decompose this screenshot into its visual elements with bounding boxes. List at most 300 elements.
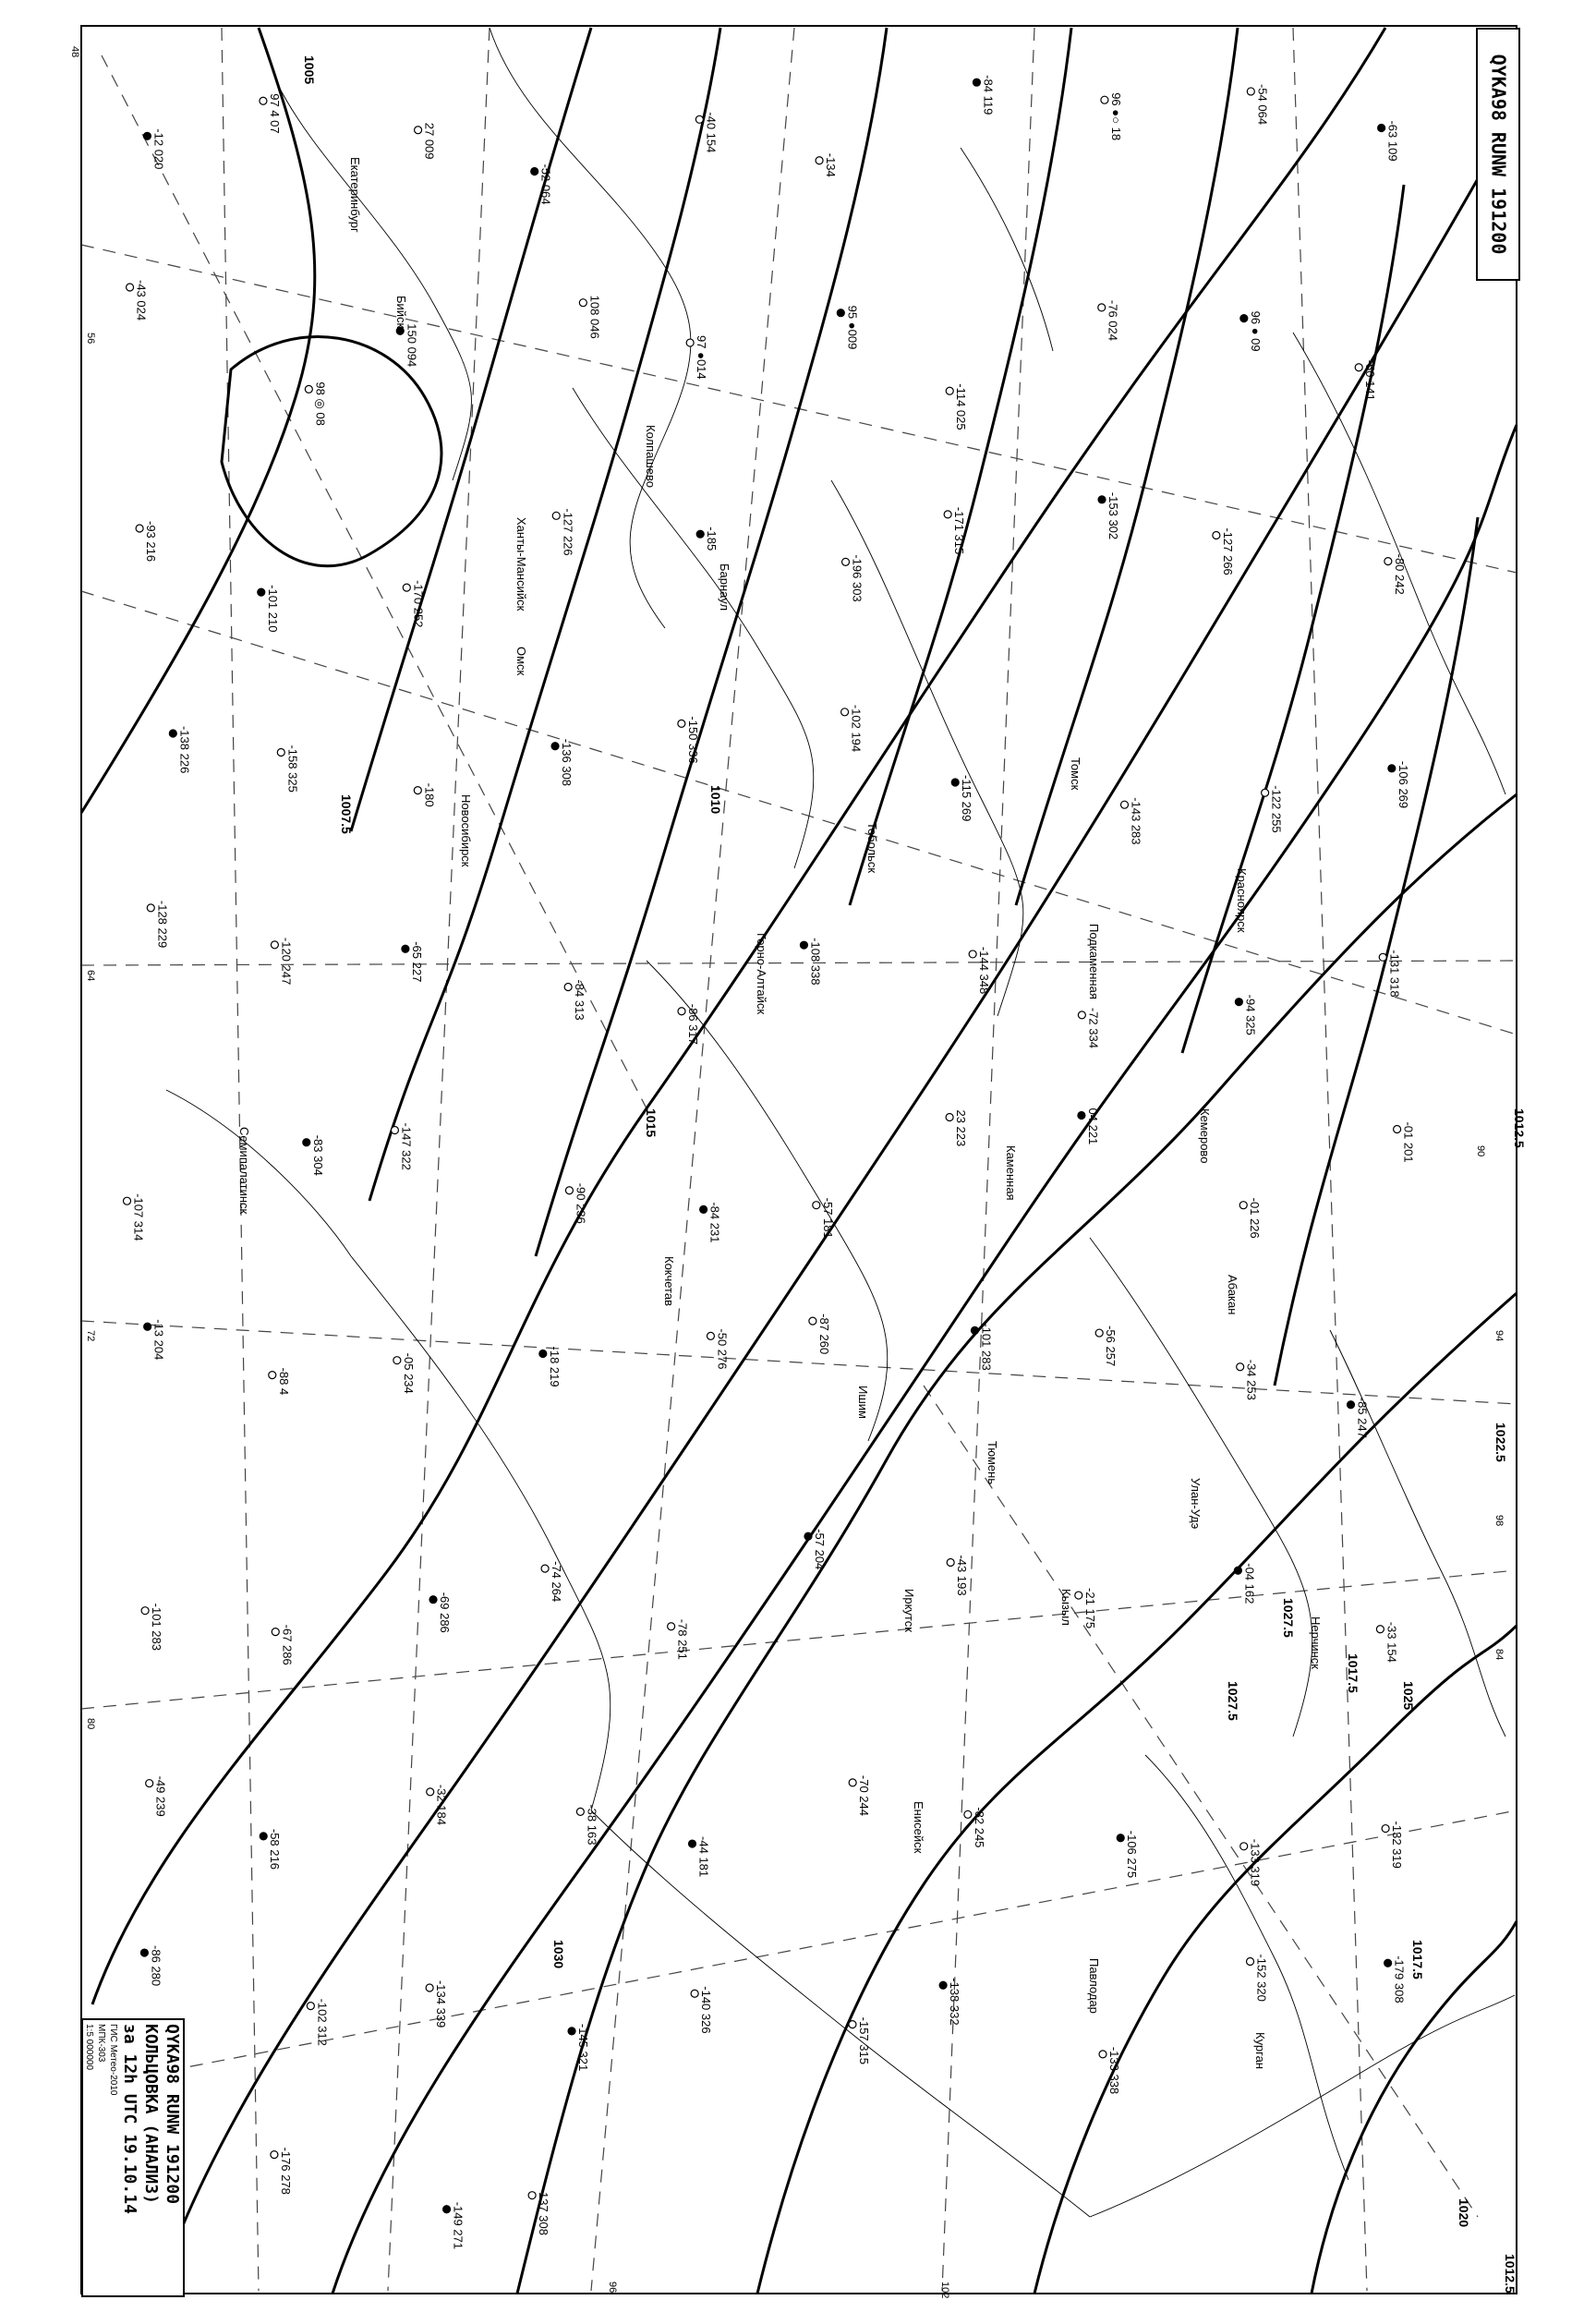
legend-platform: МПК-303	[96, 2024, 106, 2063]
station-plot	[260, 1829, 282, 1870]
station-plot	[1239, 1198, 1262, 1239]
station-circle	[813, 1202, 820, 1209]
station-plot	[1075, 1588, 1097, 1628]
station-plot	[568, 2024, 590, 2071]
station-value: -65 227	[409, 941, 424, 983]
station-plot	[1240, 311, 1263, 352]
station-circle	[272, 1628, 279, 1636]
station-plot	[403, 580, 425, 627]
station-plot	[1095, 1326, 1118, 1366]
station-plot	[1384, 554, 1407, 595]
station-plot	[1348, 1398, 1370, 1438]
station-value: -93 216	[144, 521, 159, 563]
station-plot	[1078, 1108, 1100, 1145]
isobar-label: 1025	[1401, 1681, 1416, 1711]
station-circle	[1101, 96, 1108, 103]
station-circle	[541, 1565, 549, 1572]
station-value: -43 024	[134, 280, 149, 321]
station-value: -122 255	[1269, 785, 1284, 833]
station-circle	[1234, 1567, 1241, 1574]
city-name: Ханты-Мансийск	[514, 517, 528, 611]
station-plot	[269, 1368, 291, 1396]
station-plot	[1121, 797, 1143, 844]
station-circle	[973, 79, 980, 86]
station-circle	[951, 779, 959, 786]
station-value: -12 020	[151, 128, 166, 170]
station-value: -85 247	[1355, 1397, 1370, 1438]
legend-code: QYKA98 RUNW 191200	[163, 2024, 182, 2205]
station-plot	[136, 521, 158, 562]
station-circle	[1078, 1011, 1085, 1019]
station-plot	[143, 128, 165, 169]
station-plot	[576, 1804, 598, 1845]
station-plot	[1099, 2047, 1121, 2094]
station-plot	[393, 1353, 416, 1394]
station-circle	[1237, 1363, 1244, 1371]
station-value: -38 163	[585, 1804, 599, 1846]
station-circle	[678, 1008, 685, 1015]
station-plot	[396, 323, 418, 367]
station-plot	[1388, 761, 1410, 808]
station-value: -86 280	[149, 1945, 163, 1987]
isobar-label: 1017.5	[1410, 1940, 1425, 1979]
grid-labels	[69, 46, 1505, 2298]
station-value: -50 141	[1363, 359, 1378, 401]
grid-label: 90	[1475, 1145, 1486, 1157]
station-value: -143 283	[1129, 797, 1143, 845]
station-circle	[403, 584, 410, 591]
station-plot	[946, 383, 968, 430]
station-plot	[1384, 1955, 1407, 2003]
station-circle	[307, 2003, 314, 2010]
station-value: -52 064	[538, 163, 553, 205]
isobar	[536, 28, 887, 1256]
station-plot	[678, 716, 700, 763]
graticule-line	[81, 961, 1517, 965]
station-value: -94 325	[1243, 994, 1258, 1035]
isobar-label: 1010	[708, 785, 723, 815]
station-value: -63 109	[1385, 120, 1400, 162]
station-plot	[579, 296, 601, 339]
city-name: Барнаул	[718, 563, 732, 611]
isobar-label: 1030	[551, 1940, 566, 1969]
station-plot	[564, 979, 586, 1020]
station-value: -70 244	[857, 1774, 872, 1816]
city-name: Павлодар	[1087, 1958, 1101, 2014]
station-plot	[1394, 1121, 1416, 1162]
station-plot	[307, 1999, 329, 2046]
station-value: -80 242	[1392, 553, 1407, 595]
station-circle	[391, 1127, 398, 1134]
station-plot	[837, 306, 859, 350]
station-value: 108 046	[587, 295, 602, 339]
station-plot	[944, 507, 966, 554]
river	[277, 83, 471, 480]
station-value: -84 313	[573, 979, 587, 1021]
station-plot	[551, 739, 574, 786]
station-value: -115 269	[960, 774, 974, 822]
station-value: -137 308	[537, 2187, 551, 2236]
station-value: -57 181	[820, 1197, 835, 1239]
station-value: -134 339	[434, 1979, 449, 2028]
station-value: 27 009	[422, 122, 437, 160]
station-plot	[552, 508, 574, 555]
station-circle	[842, 558, 850, 565]
station-value: -13 204	[151, 1319, 166, 1361]
station-plot	[402, 941, 424, 982]
station-circle	[849, 1779, 856, 1786]
station-circle	[143, 132, 151, 139]
station-circle	[260, 1833, 267, 1840]
station-value: -147 322	[399, 1122, 414, 1170]
station-circle	[691, 1990, 698, 1997]
station-circle	[531, 167, 538, 175]
border	[591, 1810, 1090, 2217]
station-value: -88 4	[276, 1367, 291, 1396]
city-name: Новосибирск	[459, 794, 473, 867]
station-value: 150 094	[405, 323, 419, 368]
isobar	[850, 28, 1071, 905]
station-circle	[146, 1780, 153, 1787]
isobar-label: 1027.5	[1226, 1681, 1240, 1721]
station-circle	[668, 1623, 675, 1630]
station-circle	[258, 588, 265, 596]
station-circle	[1098, 304, 1106, 311]
station-circle	[1095, 1329, 1103, 1337]
station-plot	[1101, 92, 1123, 140]
title-box	[1476, 28, 1520, 281]
station-value: -102 312	[315, 1998, 330, 2046]
station-circle	[686, 339, 694, 346]
station-value: -56 257	[1104, 1326, 1118, 1367]
station-value: 04 221	[1085, 1108, 1100, 1145]
station-plot	[1078, 1008, 1100, 1048]
station-value: -150 336	[685, 716, 700, 764]
station-circle	[127, 284, 134, 291]
station-value: -127 266	[1220, 527, 1235, 575]
station-plot	[668, 1619, 690, 1660]
station-value: -83 304	[310, 1134, 325, 1176]
station-circle	[1384, 558, 1392, 565]
station-plot	[1382, 1822, 1404, 1869]
isobar	[332, 425, 1517, 2294]
station-plot	[144, 1319, 166, 1360]
station-value: 96 ● 09	[1248, 310, 1263, 352]
grid-label: 56	[85, 333, 96, 345]
station-plot	[973, 75, 995, 115]
station-circle	[946, 387, 953, 394]
station-circle	[1388, 765, 1396, 772]
station-plot	[689, 1836, 711, 1877]
city-name: Томск	[1069, 757, 1082, 791]
station-value: 98 ◎ 08	[313, 381, 328, 426]
isobar-label: 1012.5	[1503, 2254, 1517, 2294]
station-circle	[551, 743, 559, 750]
station-circle	[124, 1197, 131, 1204]
station-circle	[1098, 496, 1106, 503]
station-value: -196 303	[850, 554, 864, 602]
station-circle	[1247, 88, 1254, 95]
station-plot	[816, 153, 838, 177]
station-value: -152 320	[1254, 1954, 1269, 2002]
station-value: -82 245	[972, 1807, 986, 1848]
station-value: -171 315	[952, 506, 967, 555]
station-circle	[1384, 1959, 1392, 1967]
station-value: -133 319	[1248, 1838, 1263, 1887]
station-circle	[1394, 1125, 1401, 1132]
station-plot	[303, 1135, 325, 1176]
station-circle	[1379, 953, 1386, 961]
grid-label: 80	[85, 1718, 96, 1730]
station-circle	[707, 1332, 714, 1339]
station-circle	[579, 299, 586, 307]
station-plot	[947, 1555, 969, 1595]
station-value: -43 193	[955, 1555, 970, 1596]
station-value: -144 348	[977, 946, 992, 995]
city-name: Абакан	[1226, 1275, 1239, 1315]
isobar	[1182, 185, 1404, 1053]
station-plot	[391, 1123, 413, 1170]
station-value: -108 338	[808, 938, 823, 986]
station-circle	[696, 530, 704, 538]
graticule-line	[942, 28, 1034, 2291]
city-name: Горно-Алтайск	[755, 933, 768, 1015]
station-circle	[1117, 1834, 1124, 1842]
station-value: -40 154	[704, 112, 719, 153]
grid-label: 98	[1493, 1515, 1505, 1527]
station-value: -145 321	[576, 2023, 591, 2072]
river	[1145, 1755, 1348, 2180]
grid-label: 102	[939, 2282, 950, 2299]
station-circle	[837, 309, 844, 317]
station-value: -179 308	[1392, 1955, 1407, 2003]
isobar-label: 1022.5	[1493, 1422, 1508, 1462]
station-circle	[169, 730, 176, 737]
station-value: -72 334	[1086, 1007, 1101, 1048]
isobar	[222, 336, 441, 565]
city-name: Кызыл	[1059, 1589, 1073, 1626]
station-plot	[258, 585, 280, 632]
station-value: -140 326	[699, 1986, 714, 2034]
isobar-label: 1007.5	[339, 794, 354, 834]
city-name: Ишим	[856, 1386, 870, 1419]
station-circle	[1213, 531, 1220, 539]
station-value: -04 162	[1242, 1563, 1257, 1604]
station-circle	[700, 1205, 707, 1213]
station-circle	[402, 945, 409, 952]
station-value: -33 154	[1384, 1621, 1399, 1663]
station-value: -149 271	[451, 2201, 466, 2250]
station-value: -131 318	[1387, 950, 1402, 998]
station-plot	[541, 1561, 563, 1602]
station-value: -106 275	[1125, 1830, 1140, 1879]
station-circle	[552, 512, 560, 519]
city-name: Улан-Удэ	[1189, 1478, 1203, 1530]
station-value: -05 234	[401, 1352, 416, 1394]
station-plot	[842, 554, 864, 601]
city-name: Тюмень	[985, 1441, 999, 1485]
station-circle	[393, 1357, 401, 1364]
isobar	[81, 28, 315, 813]
city-name: Каменная	[1004, 1145, 1018, 1201]
legend-product: КОЛЬЦОВКА (АНАЛИЗ)	[141, 2024, 161, 2205]
station-value: -74 264	[550, 1561, 564, 1603]
station-circle	[144, 1323, 151, 1330]
station-plot	[1247, 1954, 1269, 2001]
station-circle	[800, 941, 807, 949]
station-circle	[816, 157, 823, 164]
station-circle	[1382, 1825, 1389, 1833]
station-circle	[277, 748, 284, 756]
station-value: -107 314	[131, 1193, 146, 1241]
station-plot	[1376, 1622, 1398, 1663]
station-plot	[147, 901, 169, 948]
isobars	[81, 28, 1517, 2294]
isobar	[92, 28, 1385, 2004]
station-circle	[426, 1984, 433, 1991]
station-circle	[1235, 999, 1242, 1006]
station-plot	[971, 1323, 993, 1370]
map-frame	[81, 26, 1517, 2294]
station-circle	[528, 2192, 536, 2199]
grid-label: 64	[85, 970, 96, 982]
station-circle	[539, 1350, 547, 1358]
river	[573, 388, 814, 868]
station-value: 96 ●○ 18	[1108, 92, 1123, 141]
station-value: 97 4 07	[267, 93, 282, 134]
station-plot	[696, 527, 719, 551]
station-circle	[1376, 1626, 1384, 1633]
city-name: Тобольск	[865, 822, 879, 874]
station-value: -32 184	[434, 1784, 449, 1825]
station-value: -170 252	[411, 580, 426, 628]
station-circle	[971, 1326, 978, 1334]
station-circle	[260, 97, 267, 104]
city-name: Кемерово	[1198, 1108, 1212, 1164]
city-name: Нерчинск	[1309, 1616, 1323, 1669]
isobar-label: 1020	[1457, 2198, 1471, 2228]
station-circle	[136, 525, 143, 532]
station-value: -58 216	[268, 1828, 283, 1870]
station-value: -21 175	[1082, 1588, 1097, 1629]
station-circle	[678, 720, 685, 727]
station-circle	[1240, 1843, 1248, 1850]
station-value: -102 194	[849, 704, 864, 753]
station-value: -86 317	[686, 1003, 701, 1045]
station-value: -138 332	[948, 1978, 962, 2026]
station-value: -101 283	[150, 1603, 164, 1651]
station-plot	[951, 775, 973, 821]
grid-label: 72	[85, 1330, 96, 1342]
station-value: 23 223	[954, 1109, 969, 1147]
station-plot	[1247, 84, 1269, 125]
station-plot	[1098, 492, 1120, 539]
station-plot	[169, 726, 191, 773]
station-circle	[1240, 315, 1248, 322]
station-plot	[691, 1986, 713, 2033]
station-value: -67 286	[280, 1624, 295, 1665]
station-circle	[1121, 801, 1129, 808]
station-plot	[809, 1313, 831, 1354]
station-circle	[1355, 364, 1362, 371]
station-circle	[303, 1139, 310, 1146]
border	[351, 1256, 611, 1810]
geography	[166, 28, 1515, 2217]
station-value: 95 ●009	[845, 305, 860, 350]
station-plot	[1235, 995, 1257, 1035]
grid-label: 96	[607, 2282, 618, 2294]
city-name: Енисейск	[912, 1801, 925, 1854]
isobar	[1016, 28, 1238, 905]
station-circle	[443, 2206, 451, 2213]
map-title: QYKA98 RUNW 191200	[1487, 54, 1509, 255]
station-plot	[531, 163, 553, 204]
station-value: -76 024	[1106, 299, 1120, 342]
station-plot	[271, 2148, 293, 2195]
station-circle	[809, 1317, 816, 1325]
city-name: Курган	[1253, 2032, 1267, 2070]
station-value: -69 286	[438, 1592, 453, 1633]
isobar	[1275, 517, 1478, 1386]
isobar-label: 1027.5	[1281, 1598, 1296, 1638]
grid-label: 48	[69, 46, 80, 58]
station-plot	[969, 947, 991, 994]
isobar	[517, 794, 1517, 2294]
station-circle	[1099, 2051, 1106, 2058]
station-plot	[565, 1183, 587, 1224]
station-circle	[414, 787, 421, 794]
station-plot	[141, 1604, 163, 1651]
station-value: -50 276	[715, 1328, 730, 1370]
station-value: -84 231	[707, 1202, 722, 1243]
station-circle	[689, 1840, 696, 1847]
station-value: -84 119	[981, 75, 996, 115]
station-plot	[700, 1202, 722, 1242]
station-value: -34 253	[1244, 1359, 1259, 1400]
station-plot	[1117, 1831, 1139, 1878]
station-value: -134	[824, 152, 839, 177]
isobar-label: 1015	[644, 1108, 659, 1138]
station-circle	[141, 1607, 149, 1615]
isobar-label: 1005	[302, 55, 317, 85]
station-circle	[271, 941, 278, 949]
station-plot	[707, 1328, 729, 1369]
station-plot	[1098, 300, 1120, 341]
station-value: -101 210	[265, 585, 280, 633]
station-circle	[429, 1596, 437, 1604]
station-value: -106 269	[1396, 760, 1410, 809]
graticule-line	[81, 591, 1517, 1035]
station-circle	[396, 327, 404, 334]
station-plot	[1378, 120, 1400, 161]
station-value: 97 ●014	[695, 335, 709, 380]
station-plot	[539, 1347, 562, 1387]
legend-box	[81, 2018, 185, 2297]
station-value: -180	[422, 782, 437, 807]
city-name: Красноярск	[1235, 868, 1249, 933]
station-circle	[695, 115, 703, 123]
station-plot	[415, 123, 437, 160]
legend-software: ГИС Метео-2010	[108, 2024, 118, 2096]
station-circle	[969, 950, 976, 958]
station-circle	[305, 385, 312, 393]
city-name: Екатеринбург	[348, 157, 362, 233]
station-plot	[1262, 785, 1284, 832]
station-circle	[841, 708, 849, 716]
station-plot	[272, 1625, 294, 1665]
station-circle	[944, 511, 951, 518]
city-name: Бийск	[394, 296, 408, 329]
